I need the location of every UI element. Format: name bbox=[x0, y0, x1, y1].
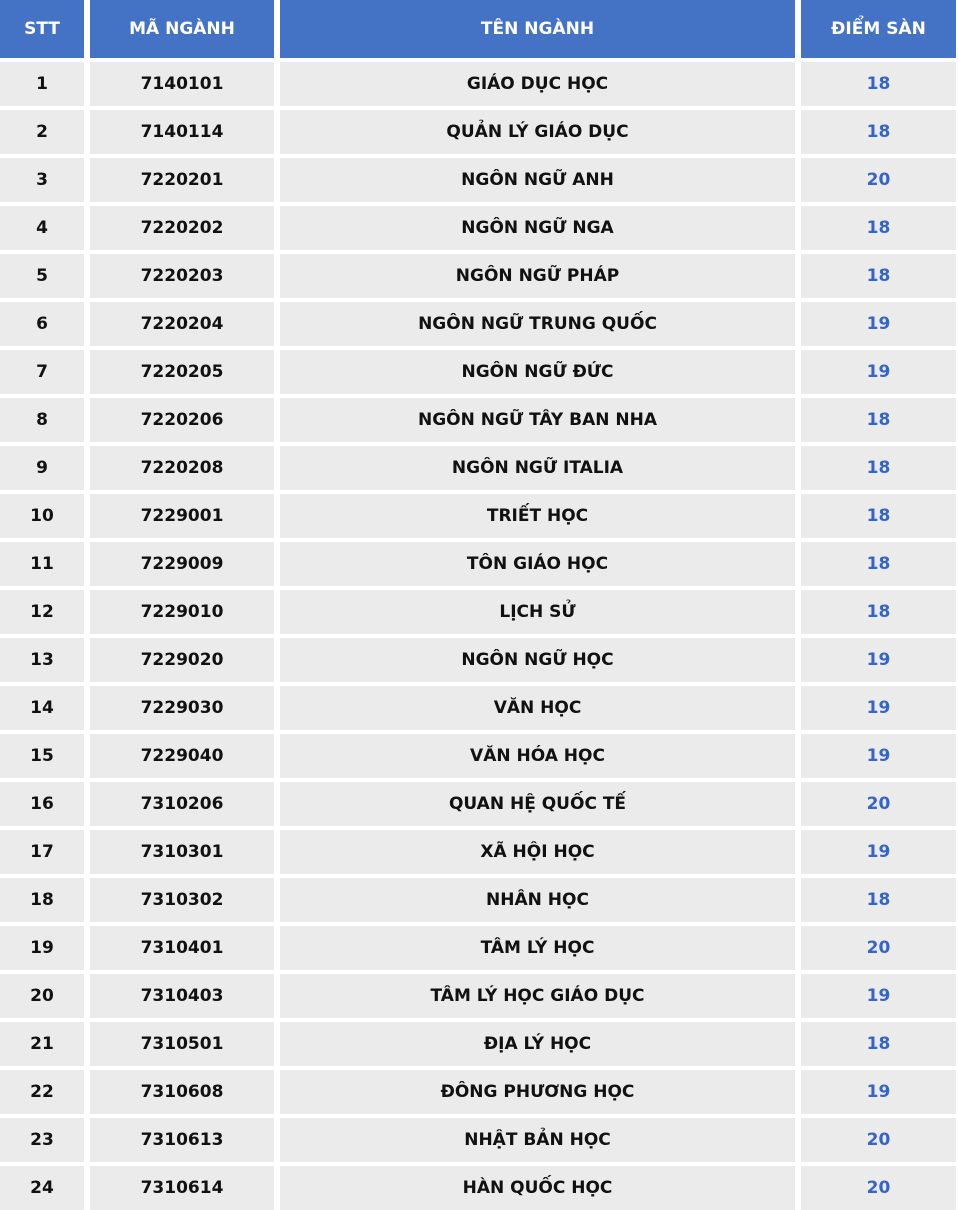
row-code: 7310614 bbox=[90, 1166, 274, 1210]
row-name: NGÔN NGỮ ĐỨC bbox=[280, 350, 795, 394]
row-score: 18 bbox=[801, 542, 956, 586]
row-score: 19 bbox=[801, 974, 956, 1018]
row-stt: 2 bbox=[0, 110, 84, 154]
row-score: 20 bbox=[801, 926, 956, 970]
row-code: 7229030 bbox=[90, 686, 274, 730]
row-code: 7310608 bbox=[90, 1070, 274, 1114]
row-code: 7310613 bbox=[90, 1118, 274, 1162]
row-stt: 12 bbox=[0, 590, 84, 634]
row-stt: 23 bbox=[0, 1118, 84, 1162]
row-score: 18 bbox=[801, 494, 956, 538]
row-name: NGÔN NGỮ ANH bbox=[280, 158, 795, 202]
row-score: 18 bbox=[801, 1022, 956, 1066]
row-name: VĂN HÓA HỌC bbox=[280, 734, 795, 778]
row-name: TÔN GIÁO HỌC bbox=[280, 542, 795, 586]
row-code: 7310401 bbox=[90, 926, 274, 970]
row-score: 18 bbox=[801, 878, 956, 922]
row-score: 18 bbox=[801, 446, 956, 490]
row-name: TRIẾT HỌC bbox=[280, 494, 795, 538]
row-score: 18 bbox=[801, 590, 956, 634]
row-stt: 14 bbox=[0, 686, 84, 730]
row-stt: 21 bbox=[0, 1022, 84, 1066]
row-stt: 16 bbox=[0, 782, 84, 826]
header-name: TÊN NGÀNH bbox=[280, 0, 795, 58]
row-score: 20 bbox=[801, 782, 956, 826]
row-stt: 4 bbox=[0, 206, 84, 250]
row-name: ĐÔNG PHƯƠNG HỌC bbox=[280, 1070, 795, 1114]
row-score: 19 bbox=[801, 350, 956, 394]
row-code: 7229020 bbox=[90, 638, 274, 682]
row-stt: 15 bbox=[0, 734, 84, 778]
row-score: 19 bbox=[801, 1070, 956, 1114]
row-stt: 5 bbox=[0, 254, 84, 298]
row-score: 20 bbox=[801, 1118, 956, 1162]
row-name: NHẬT BẢN HỌC bbox=[280, 1118, 795, 1162]
row-code: 7310206 bbox=[90, 782, 274, 826]
row-name: ĐỊA LÝ HỌC bbox=[280, 1022, 795, 1066]
row-code: 7140114 bbox=[90, 110, 274, 154]
row-name: QUẢN LÝ GIÁO DỤC bbox=[280, 110, 795, 154]
row-code: 7220201 bbox=[90, 158, 274, 202]
row-stt: 22 bbox=[0, 1070, 84, 1114]
row-name: VĂN HỌC bbox=[280, 686, 795, 730]
row-name: QUAN HỆ QUỐC TẾ bbox=[280, 782, 795, 826]
row-code: 7229010 bbox=[90, 590, 274, 634]
row-score: 19 bbox=[801, 830, 956, 874]
header-stt: STT bbox=[0, 0, 84, 58]
row-name: LỊCH SỬ bbox=[280, 590, 795, 634]
row-name: NGÔN NGỮ PHÁP bbox=[280, 254, 795, 298]
row-name: TÂM LÝ HỌC GIÁO DỤC bbox=[280, 974, 795, 1018]
row-code: 7220203 bbox=[90, 254, 274, 298]
row-name: HÀN QUỐC HỌC bbox=[280, 1166, 795, 1210]
row-stt: 24 bbox=[0, 1166, 84, 1210]
header-score: ĐIỂM SÀN bbox=[801, 0, 956, 58]
row-stt: 10 bbox=[0, 494, 84, 538]
row-stt: 7 bbox=[0, 350, 84, 394]
row-stt: 18 bbox=[0, 878, 84, 922]
row-stt: 3 bbox=[0, 158, 84, 202]
row-score: 20 bbox=[801, 158, 956, 202]
row-code: 7310403 bbox=[90, 974, 274, 1018]
row-code: 7310501 bbox=[90, 1022, 274, 1066]
row-stt: 19 bbox=[0, 926, 84, 970]
row-name: NGÔN NGỮ HỌC bbox=[280, 638, 795, 682]
row-score: 20 bbox=[801, 1166, 956, 1210]
row-score: 19 bbox=[801, 734, 956, 778]
row-name: NGÔN NGỮ TRUNG QUỐC bbox=[280, 302, 795, 346]
header-code: MÃ NGÀNH bbox=[90, 0, 274, 58]
row-score: 18 bbox=[801, 206, 956, 250]
row-name: NGÔN NGỮ TÂY BAN NHA bbox=[280, 398, 795, 442]
row-stt: 17 bbox=[0, 830, 84, 874]
row-score: 18 bbox=[801, 110, 956, 154]
row-code: 7140101 bbox=[90, 62, 274, 106]
row-stt: 13 bbox=[0, 638, 84, 682]
row-name: GIÁO DỤC HỌC bbox=[280, 62, 795, 106]
row-score: 19 bbox=[801, 638, 956, 682]
row-code: 7220204 bbox=[90, 302, 274, 346]
row-code: 7229040 bbox=[90, 734, 274, 778]
row-score: 19 bbox=[801, 302, 956, 346]
row-code: 7310301 bbox=[90, 830, 274, 874]
row-code: 7310302 bbox=[90, 878, 274, 922]
row-score: 18 bbox=[801, 398, 956, 442]
row-name: NHÂN HỌC bbox=[280, 878, 795, 922]
row-code: 7220202 bbox=[90, 206, 274, 250]
row-code: 7220208 bbox=[90, 446, 274, 490]
row-code: 7220205 bbox=[90, 350, 274, 394]
row-name: NGÔN NGỮ ITALIA bbox=[280, 446, 795, 490]
row-score: 18 bbox=[801, 62, 956, 106]
row-score: 19 bbox=[801, 686, 956, 730]
row-stt: 6 bbox=[0, 302, 84, 346]
row-name: XÃ HỘI HỌC bbox=[280, 830, 795, 874]
row-score: 18 bbox=[801, 254, 956, 298]
row-name: NGÔN NGỮ NGA bbox=[280, 206, 795, 250]
row-stt: 20 bbox=[0, 974, 84, 1018]
row-stt: 9 bbox=[0, 446, 84, 490]
row-stt: 11 bbox=[0, 542, 84, 586]
row-name: TÂM LÝ HỌC bbox=[280, 926, 795, 970]
row-stt: 8 bbox=[0, 398, 84, 442]
row-code: 7220206 bbox=[90, 398, 274, 442]
row-code: 7229001 bbox=[90, 494, 274, 538]
row-code: 7229009 bbox=[90, 542, 274, 586]
row-stt: 1 bbox=[0, 62, 84, 106]
